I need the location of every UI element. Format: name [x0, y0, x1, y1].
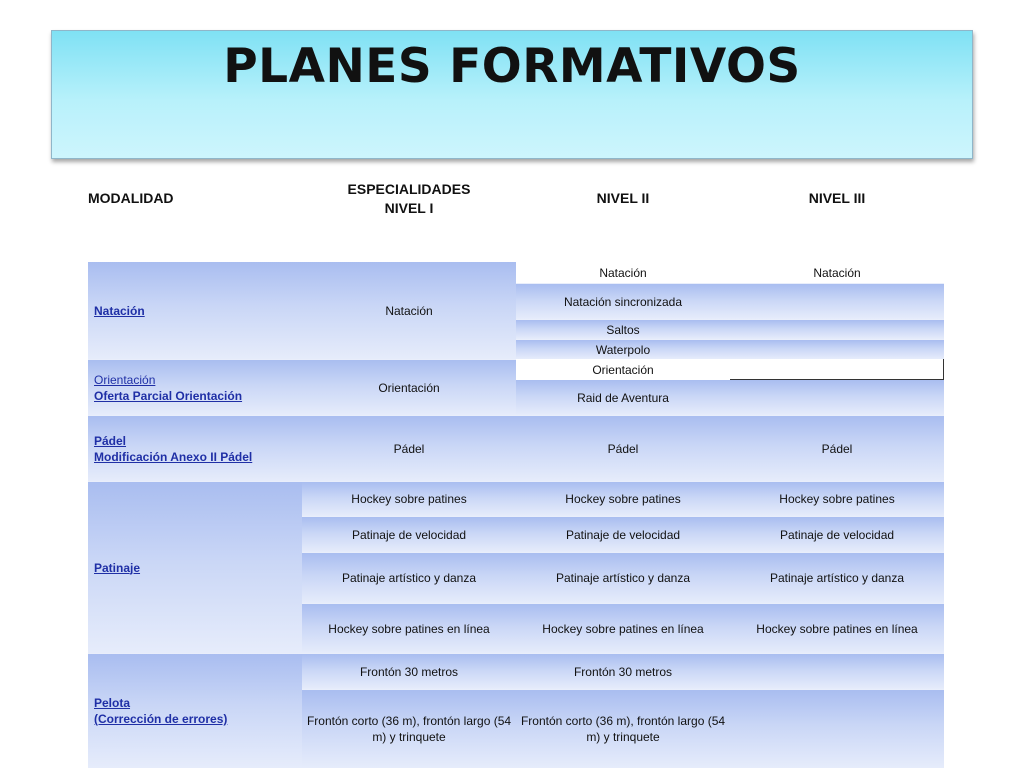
natacion-row-2-n2: Natación sincronizada	[516, 283, 730, 319]
natacion-nivel1-cell: Natación	[302, 262, 516, 359]
pelota-row-2-n3	[730, 689, 944, 768]
patinaje-row-4-n3: Hockey sobre patines en línea	[730, 603, 944, 653]
orientacion-nivel1-cell: Orientación	[302, 359, 516, 415]
patinaje-row-1-n1: Hockey sobre patines	[302, 481, 516, 516]
modificacion-anexo-padel-link[interactable]: Modificación Anexo II Pádel	[94, 449, 253, 464]
pelota-row-2-n2: Frontón corto (36 m), frontón largo (54 m) y trinquete	[516, 689, 730, 768]
orientacion-row-2-n3	[730, 380, 944, 415]
orientacion-link[interactable]: Orientación	[94, 372, 156, 387]
patinaje-row-3-n2: Patinaje artístico y danza	[516, 552, 730, 603]
orientacion-row-2-n2: Raid de Aventura	[516, 380, 730, 415]
oferta-parcial-orientacion-link[interactable]: Oferta Parcial Orientación	[94, 388, 243, 403]
patinaje-link[interactable]: Patinaje	[94, 560, 141, 575]
header-modalidad: MODALIDAD	[88, 190, 174, 206]
patinaje-row-2-n3: Patinaje de velocidad	[730, 516, 944, 552]
natacion-row-4-n2: Waterpolo	[516, 339, 730, 359]
pelota-row-2-n1: Frontón corto (36 m), frontón largo (54 m) y trinquete	[302, 689, 516, 768]
patinaje-row-2-n1: Patinaje de velocidad	[302, 516, 516, 552]
padel-nivel3-cell: Pádel	[730, 415, 944, 481]
natacion-row-1-n3: Natación	[730, 262, 944, 283]
natacion-row-3-n2: Saltos	[516, 319, 730, 339]
patinaje-row-3-n3: Patinaje artístico y danza	[730, 552, 944, 603]
natacion-row-2-n3	[730, 283, 944, 319]
pelota-row-1-n2: Frontón 30 metros	[516, 653, 730, 689]
header-nivel-2: NIVEL II	[596, 190, 650, 206]
modalidad-orientacion-cell	[88, 359, 302, 415]
header-nivel-3: NIVEL III	[808, 190, 866, 206]
patinaje-row-1-n3: Hockey sobre patines	[730, 481, 944, 516]
patinaje-row-4-n1: Hockey sobre patines en línea	[302, 603, 516, 653]
patinaje-row-1-n2: Hockey sobre patines	[516, 481, 730, 516]
correccion-errores-link[interactable]: (Corrección de errores)	[94, 712, 228, 726]
natacion-row-1-n2: Natación	[516, 262, 730, 283]
natacion-row-4-n3	[730, 339, 944, 359]
title-banner	[51, 30, 973, 159]
page-title: PLANES FORMATIVOS	[223, 39, 801, 94]
padel-nivel2-cell: Pádel	[516, 415, 730, 481]
pelota-link[interactable]: Pelota	[94, 696, 131, 710]
orientacion-row-1-n2: Orientación	[516, 359, 730, 380]
header-nivel-1	[302, 180, 516, 218]
orientacion-row-1-n3	[730, 359, 944, 380]
pelota-row-1-n1: Frontón 30 metros	[302, 653, 516, 689]
padel-link[interactable]: Pádel	[94, 433, 127, 448]
modalidad-padel-cell	[88, 415, 302, 481]
padel-nivel1-cell: Pádel	[302, 415, 516, 481]
patinaje-row-4-n2: Hockey sobre patines en línea	[516, 603, 730, 653]
patinaje-row-2-n2: Patinaje de velocidad	[516, 516, 730, 552]
header-nivel-1-label: NIVEL I	[384, 200, 434, 216]
patinaje-row-3-n1: Patinaje artístico y danza	[302, 552, 516, 603]
header-especialidades-label: ESPECIALIDADES	[347, 181, 471, 197]
natacion-link[interactable]: Natación	[94, 303, 145, 318]
modalidad-natacion-cell	[88, 262, 302, 359]
natacion-row-3-n3	[730, 319, 944, 339]
modalidad-pelota-cell	[88, 653, 302, 768]
pelota-row-1-n3	[730, 653, 944, 689]
modalidad-patinaje-cell	[88, 481, 302, 653]
